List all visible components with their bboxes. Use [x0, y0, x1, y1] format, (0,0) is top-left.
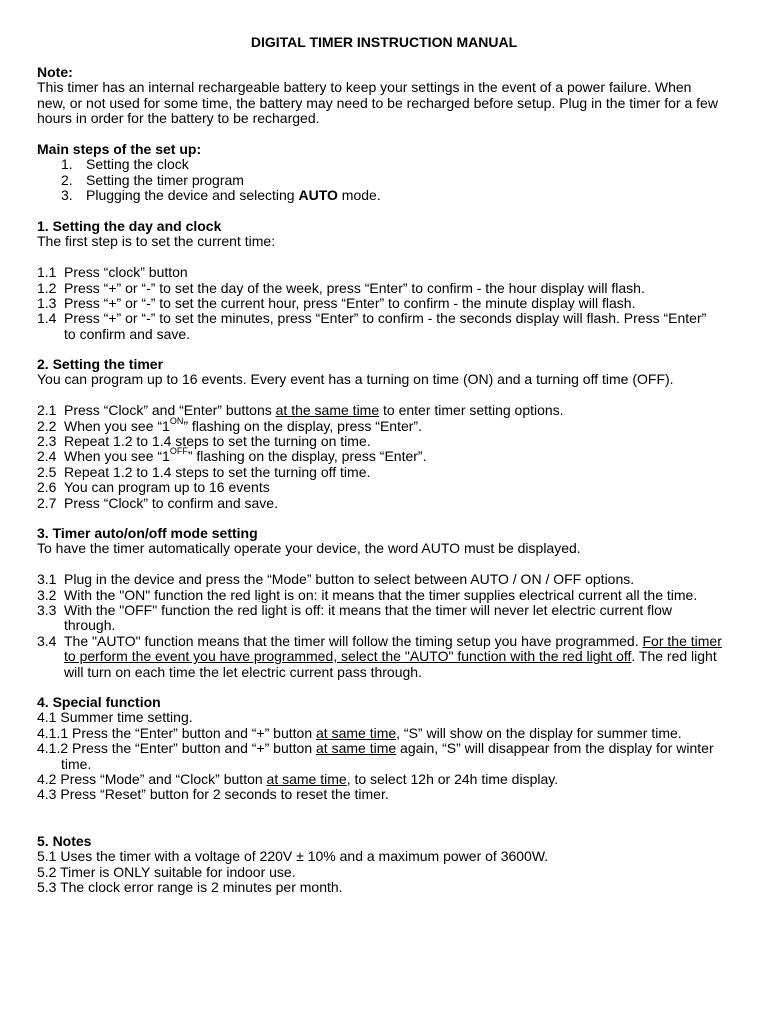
- step-continuation: through.: [64, 617, 116, 634]
- step-item: 3.4 The "AUTO" function means that the timer will follow the timing setup you have programmed. For the timer: [37, 632, 722, 649]
- step-item: 1.1 Press “clock” button: [37, 264, 188, 281]
- step-item: 2.3 Repeat 1.2 to 1.4 steps to set the turning on time.: [37, 432, 371, 449]
- section-intro: You can program up to 16 events. Every event has a turning on time (ON) and a turning off time (OFF).: [37, 371, 674, 388]
- section-5: [37, 834, 737, 896]
- note-line: new, or not used for some time, the battery may need to be recharged before setup. Plug in the timer for a few: [37, 94, 718, 111]
- main-steps-heading: Main steps of the set up:: [37, 141, 202, 157]
- main-steps-section: [37, 142, 737, 204]
- step-item: 4.1.2 Press the “Enter” button and “+” button at same time again, “S” will disappear from the display for winter: [37, 740, 714, 757]
- step-item: 1.2 Press “+” or “-” to set the day of the week, press “Enter” to confirm - the hour display will flash.: [37, 279, 645, 296]
- sub-heading: 4.1 Summer time setting.: [37, 709, 193, 726]
- step-item: 2.2 When you see “$1^{ON}$” flashing on the display, press “Enter”.: [37, 415, 422, 434]
- note-item: 5.3 The clock error range is 2 minutes per month.: [37, 879, 343, 896]
- step-item: 2.7 Press “Clock” to confirm and save.: [37, 494, 278, 511]
- section-1: [37, 219, 737, 342]
- section-heading: 2. Setting the timer: [37, 356, 164, 372]
- step-item: 1.4 Press “+” or “-” to set the minutes, press “Enter” to confirm - the seconds display will flash. Press “Enter”: [37, 310, 707, 327]
- step-continuation: will turn on each time the let electric current pass through.: [64, 663, 422, 680]
- step-item: 4.2 Press “Mode” and “Clock” button at same time, to select 12h or 24h time display.: [37, 770, 559, 787]
- section-2: [37, 357, 737, 511]
- step-item: 3.2 With the "ON" function the red light is on: it means that the timer supplies electrical current all the time.: [37, 586, 698, 603]
- step-item: 2.5 Repeat 1.2 to 1.4 steps to set the turning off time.: [37, 463, 371, 480]
- main-step-item: 2. Setting the timer program: [61, 171, 244, 188]
- step-item: 2.4 When you see “$1^{OFF}$” flashing on the display, press “Enter”.: [37, 446, 427, 465]
- section-intro: To have the timer automatically operate your device, the word AUTO must be displayed.: [37, 540, 581, 557]
- note-section: [37, 65, 737, 127]
- note-line: This timer has an internal rechargeable battery to keep your settings in the event of a power failure. When: [37, 79, 692, 96]
- main-step-item: 3. Plugging the device and selecting AUTO mode.: [61, 187, 381, 204]
- section-heading: 3. Timer auto/on/off mode setting: [37, 525, 258, 541]
- step-item: 3.3 With the "OFF" function the red light is off: it means that the timer will never let electric current flow: [37, 601, 673, 618]
- main-step-item: 1. Setting the clock: [61, 156, 189, 173]
- note-item: 5.1 Uses the timer with a voltage of 220V ± 10% and a maximum power of 3600W.: [37, 848, 549, 865]
- step-item: 1.3 Press “+” or “-” to set the current hour, press “Enter” to confirm - the minute display will flash.: [37, 294, 636, 311]
- step-item: 2.1 Press “Clock” and “Enter” buttons at the same time to enter timer setting options.: [37, 402, 564, 419]
- step-continuation: to confirm and save.: [64, 325, 191, 342]
- step-item: 4.3 Press “Reset” button for 2 seconds to reset the timer.: [37, 786, 389, 803]
- step-continuation: time.: [61, 755, 92, 772]
- note-heading: Note:: [37, 64, 73, 80]
- note-item: 5.2 Timer is ONLY suitable for indoor use.: [37, 863, 296, 880]
- step-item: 2.6 You can program up to 16 events: [37, 479, 270, 496]
- section-heading: 4. Special function: [37, 694, 161, 710]
- section-intro: The first step is to set the current time:: [37, 233, 276, 250]
- step-item: 3.1 Plug in the device and press the “Mode” button to select between AUTO / ON / OFF options.: [37, 571, 635, 588]
- note-line: hours in order for the battery to be recharged.: [37, 110, 320, 127]
- section-3: [37, 526, 737, 680]
- step-continuation: to perform the event you have programmed, select the "AUTO" function with the red light off. The red light: [64, 648, 717, 665]
- step-item: 4.1.1 Press the “Enter” button and “+” button at same time, “S” will show on the display for summer time.: [37, 724, 682, 741]
- section-heading: 1. Setting the day and clock: [37, 218, 222, 234]
- section-4: [37, 695, 737, 803]
- section-heading: 5. Notes: [37, 833, 92, 849]
- document-title: DIGITAL TIMER INSTRUCTION MANUAL: [250, 34, 518, 50]
